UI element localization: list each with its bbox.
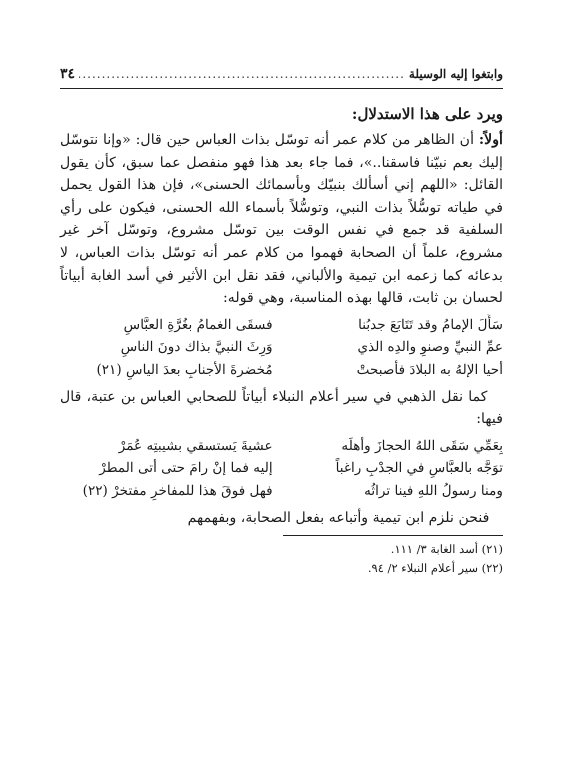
text-line: فنحن نلزم ابن تيمية وأتباعه بفعل الصحابة، وبفهمهم	[187, 509, 490, 526]
section-heading: ويرد على هذا الاستدلال:	[351, 105, 503, 123]
verse-second-hemistich: فسقَى الغمامُ بغُرَّةِ العبَّاسِ	[123, 316, 273, 333]
text-line: النبي، وتوسُّلاً بأسماء الله الحسنى، فيكون على رأي السلفية قد جمع	[60, 199, 503, 239]
verse	[60, 435, 503, 458]
text-line: الغابة أبياتاً لحسان بن ثابت، قالها بهذه المناسبة، وهي قوله:	[60, 267, 503, 307]
paragraph-lead: أولاً:	[478, 132, 503, 148]
verse-second-hemistich: وَرِثَ النبيَّ بذاك دونَ الناسِ	[120, 339, 273, 356]
running-header	[60, 66, 503, 86]
verse-first-hemistich: أحيا الإلهُ به البلادَ فأصبحتْ	[356, 361, 503, 378]
text-line: كما نقل الذهبي في سير أعلام النبلاء أبياتاً للصحابي	[186, 388, 488, 405]
text-line: في نفس الوقت بين توسّل مشروع، وتوسّل آخر غير مشروع، علماً	[60, 222, 503, 261]
verse-second-hemistich: فهل فوقَ هذا للمفاخرِ مفتخرْ (٢٢)	[82, 482, 273, 499]
text-line: أن الصحابة فهموا من كلام عمر أنه توسّل بذات العباس، لا	[60, 244, 417, 261]
verse-second-hemistich: عشيةَ يَستسقي بشيبتِه عُمَرْ	[118, 437, 273, 454]
verse-first-hemistich: عمِّ النبيِّ وصنوِ والدِه الذي	[357, 339, 503, 356]
verse	[60, 359, 503, 382]
verse	[60, 480, 503, 503]
chapter-title: وابتغوا إليه الوسيلة	[408, 67, 503, 81]
text-line: منفصل عما سبق، كأن يقول القائل: «اللهم إني أسألك بنبيّك	[60, 154, 504, 194]
verse-second-hemistich: مُخضرةَ الأجنابِ بعدَ الياسِ (٢١)	[96, 361, 273, 378]
paragraph-1	[60, 129, 503, 310]
verse-second-hemistich: إليه فما إنْ رامَ حتى أتى المطرْ	[99, 460, 273, 477]
leader-dots	[79, 67, 405, 81]
verse	[60, 314, 503, 337]
page-number: ٣٤	[60, 66, 76, 82]
verse	[60, 336, 503, 359]
text-line: بدعائه كما زعمه ابن تيمية والألباني، فقد نقل ابن الأثير في أسد	[126, 267, 503, 284]
footnote-rule	[283, 535, 503, 536]
text-line: أن الظاهر من كلام عمر أنه توسّل بذات العباس حين	[166, 132, 475, 148]
verse-first-hemistich: ومنا رسولُ اللهِ فينا تراثُه	[364, 482, 503, 499]
verse	[60, 457, 503, 480]
footnote-22: (٢٢) سير أعلام النبلاء ٢/ ٩٤.	[367, 561, 503, 576]
text-line: العباس بن عتبة، قال فيها:	[60, 388, 503, 428]
text-line: قال: «وإنا نتوسّل إليك بعم نبيّنا فاسقنا..»، فما جاء بعد هذا فهو	[60, 132, 503, 171]
verse-first-hemistich: بِعَمِّي سَقَى اللهُ الحجازَ وأهلَه	[341, 437, 503, 454]
header-rule	[60, 88, 503, 89]
footnote-21: (٢١) أسد الغابة ٣/ ١١١.	[390, 542, 503, 557]
verse-first-hemistich: سَأَلَ الإمامُ وقد تَتَابَعَ جدبُنا	[358, 316, 503, 333]
text-line: وبأسمائك الحسنى»، فإن هذا القول يحمل في طياته توسُّلاً بذات	[60, 177, 503, 216]
paragraph-2	[60, 386, 503, 431]
verse-first-hemistich: توَجَّه بالعبَّاسِ في الجدْبِ راغباً	[335, 460, 503, 477]
poem-hassan	[60, 314, 503, 382]
paragraph-3	[60, 507, 503, 530]
poem-abbas	[60, 435, 503, 503]
